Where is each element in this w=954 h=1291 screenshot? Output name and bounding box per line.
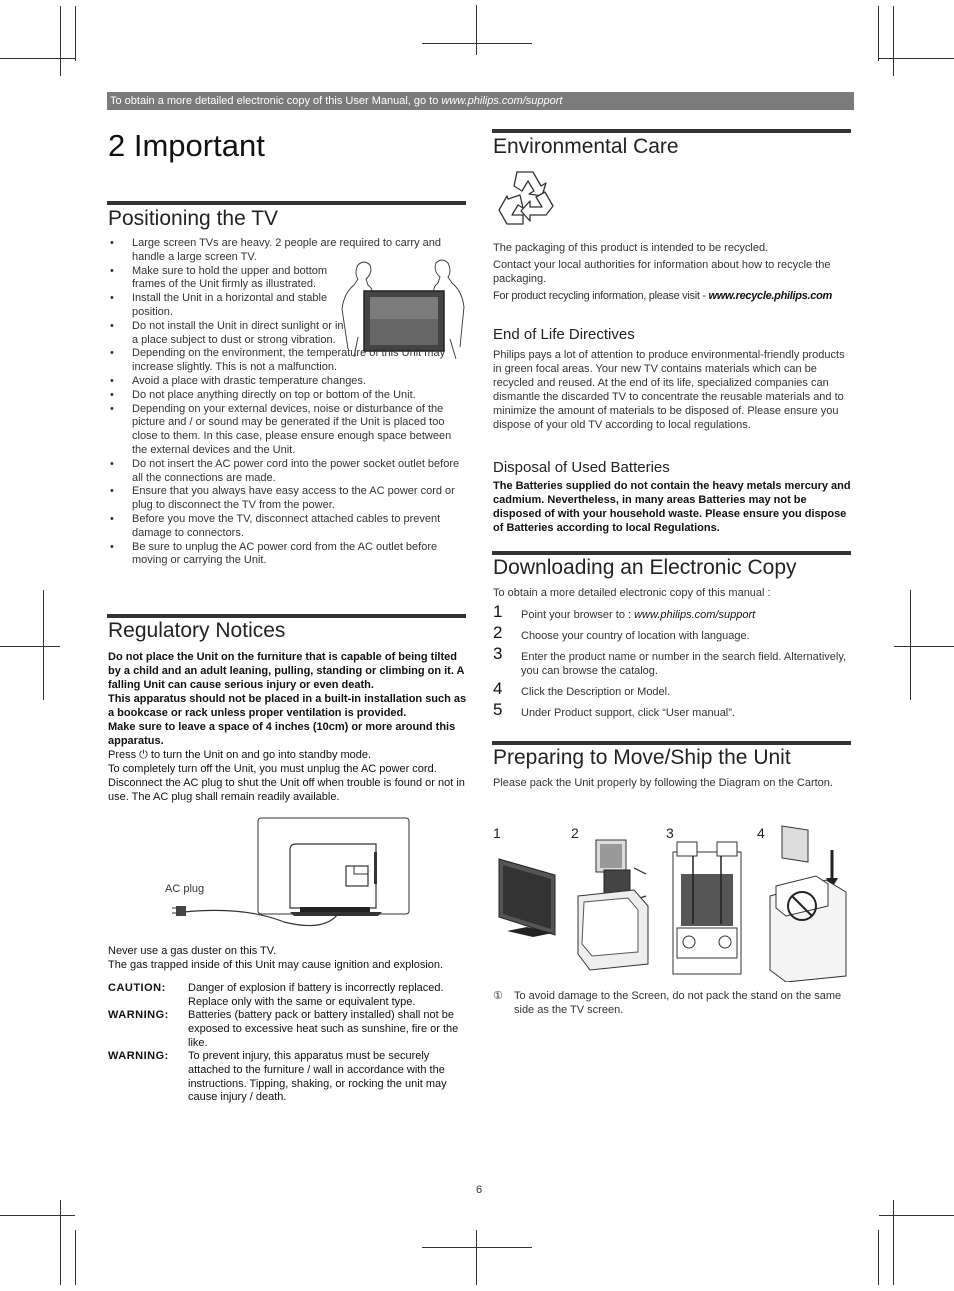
regulatory-text: Do not place the Unit on the furniture that is capable of being tilted by a child and an adult leaning, pulling, standing or climbing on it. A falling Unit can cause serious injury or even death. This apparatus should not be placed in a built-in installation such as a bookcase or rack unless proper ventilation is provided. Make sure to leave a space of 4 inches (10cm) or more around this apparatus. Press ⏻ to turn the Unit on and go into standby mode. To completely turn off the Unit, you must unplug the AC power cord. Disconnect the AC plug to shut the Unit off when trouble is found or not in use. The AC plug shall remain readily available. bbox=[108, 651, 467, 803]
recycle-icon bbox=[495, 166, 561, 232]
list-item: • Do not place anything directly on top or bottom of the Unit. bbox=[108, 389, 466, 403]
list-item: 3 Enter the product name or number in the search field. Alternatively, you can browse the catalog. bbox=[493, 644, 847, 677]
section-rule bbox=[492, 129, 851, 133]
packing-note: ① To avoid damage to the Screen, do not pack the stand on the same side as the TV screen. bbox=[493, 990, 842, 1016]
crop-mark bbox=[0, 646, 60, 647]
crop-mark bbox=[878, 6, 879, 61]
crop-mark bbox=[476, 1230, 477, 1285]
recycle-url[interactable]: www.recycle.philips.com bbox=[708, 290, 833, 302]
download-steps bbox=[493, 602, 848, 720]
crop-mark bbox=[476, 5, 477, 55]
crop-mark bbox=[43, 590, 44, 700]
list-item: 1 Point your browser to : www.philips.com/support bbox=[493, 602, 756, 621]
ac-plug-label: AC plug bbox=[165, 883, 205, 895]
positioning-list bbox=[108, 237, 466, 568]
crop-mark bbox=[422, 1247, 532, 1248]
list-item: • Do not insert the AC power cord into the power socket outlet before all the connections are made. bbox=[108, 458, 466, 486]
crop-mark bbox=[422, 43, 532, 44]
crop-mark bbox=[910, 590, 911, 700]
download-intro: To obtain a more detailed electronic copy of this manual : bbox=[493, 587, 771, 599]
section-rule bbox=[492, 551, 851, 555]
list-item: • Avoid a place with drastic temperature changes. bbox=[108, 375, 466, 389]
gas-warning-text: Never use a gas duster on this TV. The gas trapped inside of this Unit may cause ignition and explosion. bbox=[108, 945, 444, 971]
list-item: • Make sure to hold the upper and bottom frames of the Unit firmly as illustrated. bbox=[108, 265, 352, 293]
support-url[interactable]: www.philips.com/support bbox=[441, 95, 563, 107]
list-item: • Be sure to unplug the AC power cord from the AC outlet before moving or carrying the Unit. bbox=[108, 541, 466, 569]
crop-mark bbox=[75, 6, 76, 61]
batteries-heading: Disposal of Used Batteries bbox=[493, 459, 670, 476]
page-number: 6 bbox=[476, 1184, 483, 1196]
list-item: • Before you move the TV, disconnect attached cables to prevent damage to connectors. bbox=[108, 513, 466, 541]
support-url[interactable]: www.philips.com/support bbox=[634, 609, 756, 621]
figure-number: 2 bbox=[571, 825, 579, 841]
eol-text: Philips pays a lot of attention to produce environmental-friendly products in green focal areas. Your new TV contains materials which can be recycled and reused. At the end of its life, specialized companies can dismantle the discarded TV to concentrate the reusable materials and to minimize the amount of materials to be disposed of. Please ensure you dispose of your old TV according to local regulations. bbox=[493, 349, 845, 431]
section-rule bbox=[492, 741, 851, 745]
figure-number: 1 bbox=[493, 825, 501, 841]
crop-mark bbox=[75, 1230, 76, 1285]
section-rule bbox=[107, 201, 466, 205]
list-item: 2 Choose your country of location with language. bbox=[493, 623, 750, 642]
caution-block: CAUTION: Danger of explosion if battery is incorrectly replaced. Replace only with the same or equivalent type. bbox=[108, 982, 444, 1008]
list-item: • Install the Unit in a horizontal and stable position. bbox=[108, 292, 352, 320]
crop-mark bbox=[878, 1230, 879, 1285]
packing-step-1-illustration bbox=[497, 855, 561, 945]
download-heading: Downloading an Electronic Copy bbox=[493, 556, 797, 579]
crop-mark bbox=[893, 6, 894, 76]
regulatory-heading: Regulatory Notices bbox=[108, 619, 286, 642]
packing-step-2-illustration bbox=[574, 838, 656, 973]
crop-mark bbox=[879, 58, 954, 59]
batteries-text: The Batteries supplied do not contain the heavy metals mercury and cadmium. Nevertheless, in many areas Batteries may not be disposed of with your household waste. Please ensure you dispose of Batteries according to local Regulations. bbox=[493, 480, 851, 534]
crop-mark bbox=[893, 1200, 894, 1285]
positioning-heading: Positioning the TV bbox=[108, 207, 279, 230]
list-item: 4 Click the Description or Model. bbox=[493, 679, 671, 698]
section-rule bbox=[107, 614, 466, 618]
environmental-heading: Environmental Care bbox=[493, 135, 679, 158]
crop-mark bbox=[0, 58, 75, 59]
header-banner: To obtain a more detailed electronic copy of this User Manual, go to www.philips.com/support bbox=[107, 92, 854, 110]
move-intro: Please pack the Unit properly by following the Diagram on the Carton. bbox=[493, 777, 833, 789]
list-item: • Depending on your external devices, noise or disturbance of the picture and / or sound may be generated if the Unit is placed too close to them. In this case, please ensure enough space between the external devices and the Unit. bbox=[108, 403, 466, 458]
env-text: The packaging of this product is intended to be recycled. Contact your local authorities for information about how to recycle the packaging. For product recycling information, please visit - www.recycle.philips.com bbox=[493, 242, 833, 302]
crop-mark bbox=[60, 6, 61, 76]
packing-step-4-illustration bbox=[766, 822, 850, 982]
figure-number: 3 bbox=[666, 825, 674, 841]
info-icon: ① bbox=[493, 990, 503, 1002]
list-item: • Large screen TVs are heavy. 2 people are required to carry and handle a large screen TV. bbox=[108, 237, 466, 265]
list-item: 5 Under Product support, click “User manual”. bbox=[493, 700, 735, 719]
crop-mark bbox=[0, 1215, 75, 1216]
move-heading: Preparing to Move/Ship the Unit bbox=[493, 746, 791, 769]
crop-mark bbox=[60, 1200, 61, 1285]
list-item: • Do not install the Unit in direct sunlight or in a place subject to dust or strong vibration. bbox=[108, 320, 352, 348]
warning-block: WARNING: To prevent injury, this apparatus must be securely attached to the furniture / wall in accordance with the instructions. Tipping, shaking, or rocking the unit may cause injury / death. bbox=[108, 1050, 447, 1104]
crop-mark bbox=[879, 1215, 954, 1216]
eol-heading: End of Life Directives bbox=[493, 326, 635, 343]
crop-mark bbox=[894, 646, 954, 647]
list-item: • Ensure that you always have easy access to the AC power cord or plug to disconnect the TV from the power. bbox=[108, 485, 466, 513]
chapter-title: 2 Important bbox=[108, 128, 265, 163]
ac-plug-illustration bbox=[170, 816, 415, 931]
warning-block: WARNING: Batteries (battery pack or battery installed) shall not be exposed to excessive heat such as sunshine, fire or the like. bbox=[108, 1009, 459, 1049]
list-item: • Depending on the environment, the temperature of this Unit may increase slightly. This is not a malfunction. bbox=[108, 347, 466, 375]
figure-number: 4 bbox=[757, 825, 765, 841]
packing-step-3-illustration bbox=[667, 840, 747, 975]
